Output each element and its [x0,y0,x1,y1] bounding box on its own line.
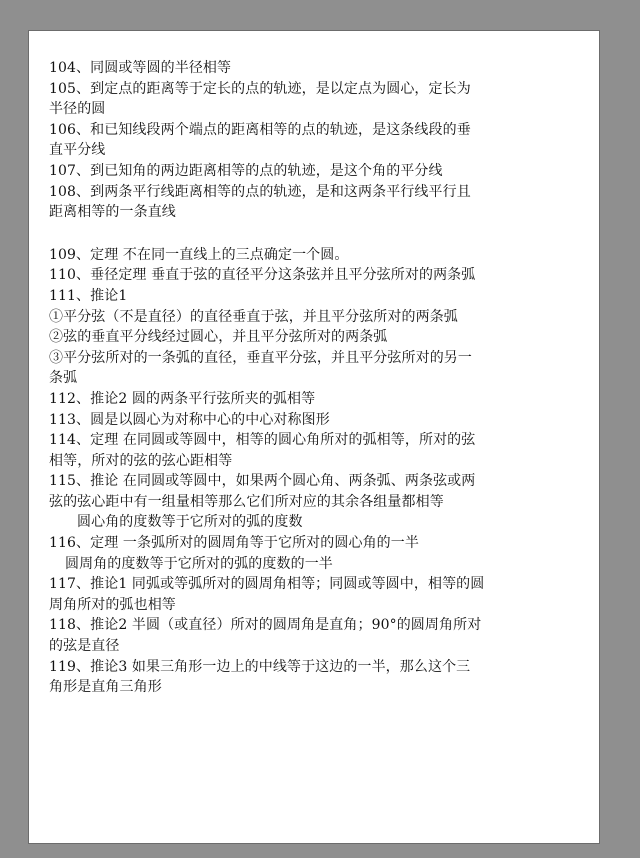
section-gap [49,223,577,245]
text-line: 118、推论2 半圆（或直径）所对的圆周角是直角；90°的圆周角所对 [49,617,482,634]
text-line: 圆周角的度数等于它所对的弧的度数的一半 [65,555,333,572]
text-line: 105、到定点的距离等于定长的点的轨迹，是以定点为圆心，定长为 [49,80,471,97]
text-line: 角形是直角三角形 [49,679,162,696]
text-line: 115、推论 在同圆或等圆中，如果两个圆心角、两条弧、两条弦或两 [49,473,476,490]
text-line: 的弦是直径 [49,638,120,655]
text-line: 106、和已知线段两个端点的距离相等的点的轨迹，是这条线段的垂 [49,121,471,138]
text-line: 圆心角的度数等于它所对的弧的度数 [77,514,303,531]
text-line: 113、圆是以圆心为对称中心的中心对称图形 [49,411,330,428]
text-line: 弦的弦心距中有一组量相等那么它们所对应的其余各组量都相等 [49,493,444,510]
text-line: 半径的圆 [49,101,106,118]
text-line: 104、同圆或等圆的半径相等 [49,60,232,76]
text-line: ③平分弦所对的一条弧的直径，垂直平分弦，并且平分弦所对的另一 [49,349,472,366]
text-line: 119、推论3 如果三角形一边上的中线等于这边的一半，那么这个三 [49,658,471,675]
page-content [49,58,577,698]
text-line: 107、到已知角的两边距离相等的点的轨迹，是这个角的平分线 [49,162,443,179]
document-page [28,30,600,844]
text-line: 110、垂径定理 垂直于弦的直径平分这条弦并且平分弦所对的两条弧 [49,267,476,284]
text-line: 114、定理 在同圆或等圆中，相等的圆心角所对的弧相等，所对的弦 [49,432,476,449]
text-line: 109、定理 不在同一直线上的三点确定一个圆。 [49,246,349,263]
text-line: 116、定理 一条弧所对的圆周角等于它所对的圆心角的一半 [49,535,419,552]
text-line: 直平分线 [49,142,106,159]
text-line: ①平分弦（不是直径）的直径垂直于弦，并且平分弦所对的两条弧 [49,308,458,325]
text-line: 117、推论1 同弧或等弧所对的圆周角相等；同圆或等圆中，相等的圆 [49,576,485,593]
text-line: 108、到两条平行线距离相等的点的轨迹，是和这两条平行线平行且 [49,183,471,200]
text-line: 111、推论1 [49,287,128,304]
text-line: 周角所对的弧也相等 [49,596,176,613]
text-line: 112、推论2 圆的两条平行弦所夹的弧相等 [49,390,316,407]
text-line: ②弦的垂直平分线经过圆心，并且平分弦所对的两条弧 [49,329,388,346]
text-line: 相等，所对的弦的弦心距相等 [49,452,233,469]
text-line: 距离相等的一条直线 [49,204,176,221]
text-line: 条弧 [49,370,78,387]
